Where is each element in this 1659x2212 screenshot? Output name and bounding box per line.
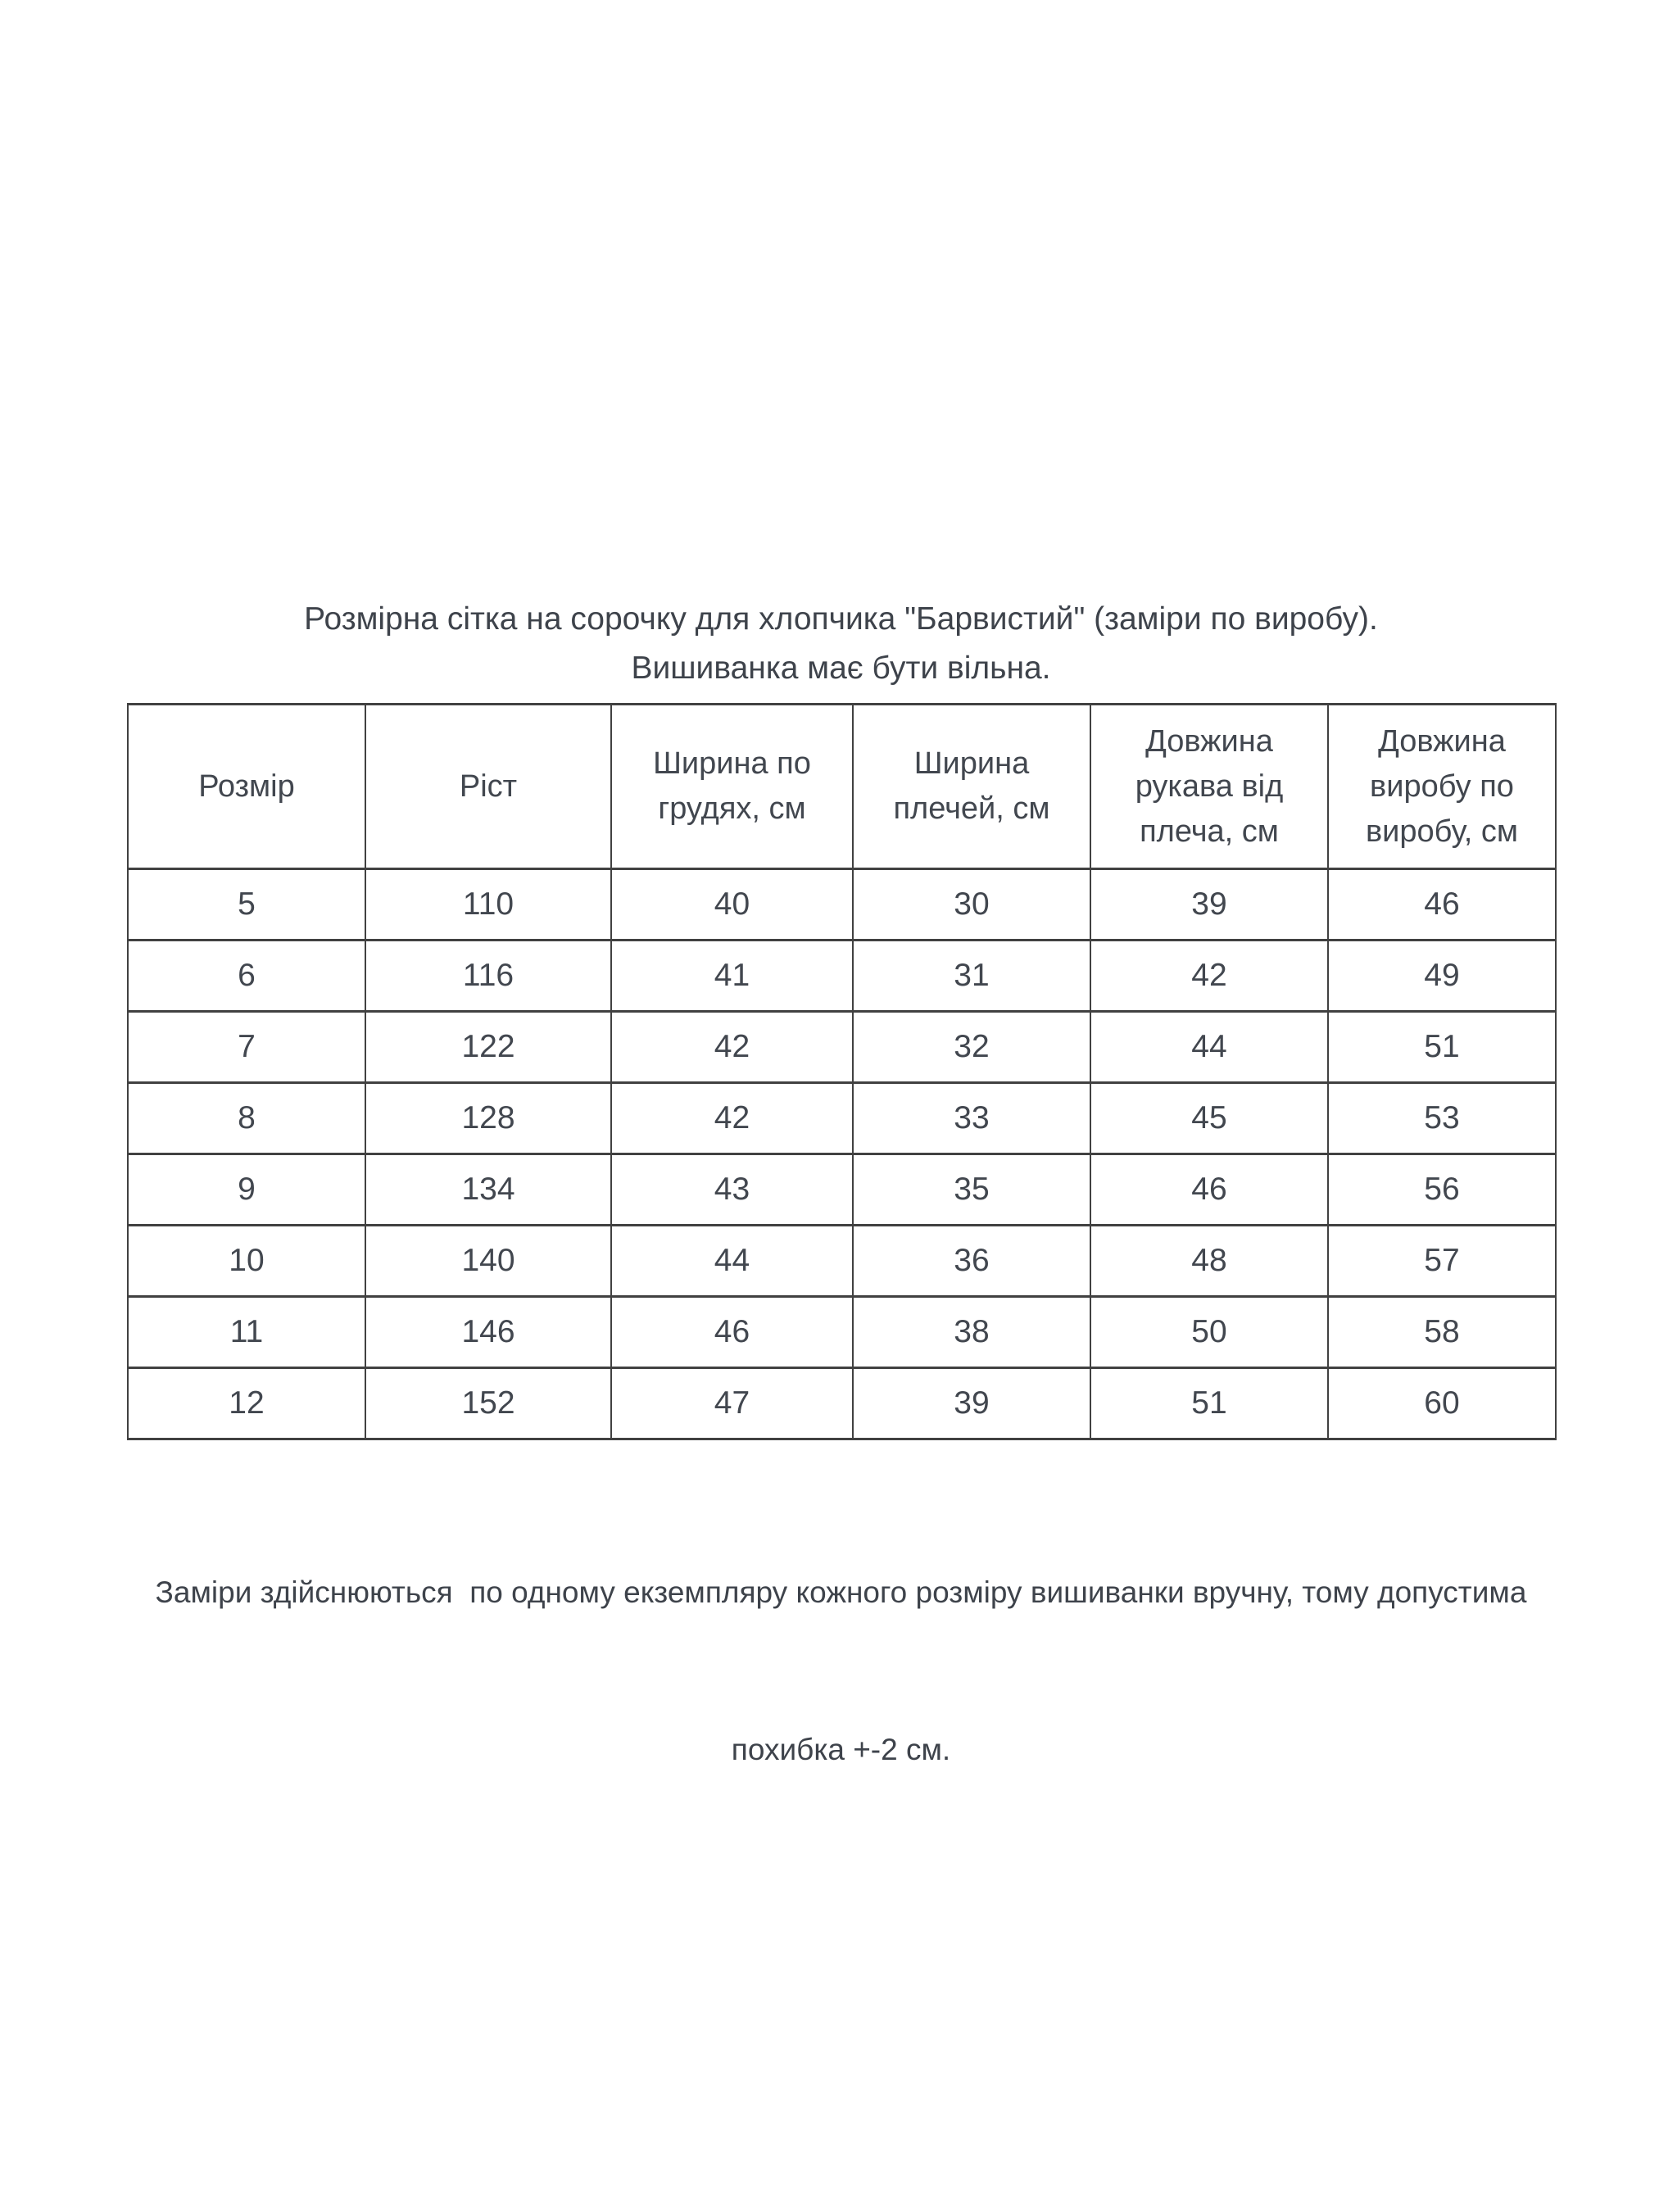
table-row xyxy=(128,1083,1556,1154)
table-header-row xyxy=(128,705,1556,869)
table-cell: 39 xyxy=(1090,869,1328,941)
column-header-size: Розмір xyxy=(128,705,365,869)
table-cell: 122 xyxy=(365,1012,611,1083)
table-cell: 36 xyxy=(853,1226,1090,1297)
size-table xyxy=(127,703,1557,1440)
title-line-2: Вишиванка має бути вільна. xyxy=(631,650,1051,686)
table-cell: 44 xyxy=(1090,1012,1328,1083)
table-cell: 5 xyxy=(128,869,365,941)
table-cell: 51 xyxy=(1328,1012,1556,1083)
table-row xyxy=(128,941,1556,1012)
footer-line-2: похибка +-2 см. xyxy=(731,1733,951,1766)
table-cell: 42 xyxy=(611,1083,853,1154)
table-cell: 43 xyxy=(611,1154,853,1226)
table-row xyxy=(128,1226,1556,1297)
table-cell: 9 xyxy=(128,1154,365,1226)
table-cell: 49 xyxy=(1328,941,1556,1012)
table-cell: 39 xyxy=(853,1368,1090,1439)
table-cell: 35 xyxy=(853,1154,1090,1226)
table-cell: 47 xyxy=(611,1368,853,1439)
table-cell: 146 xyxy=(365,1297,611,1368)
column-header-height: Ріст xyxy=(365,705,611,869)
table-cell: 31 xyxy=(853,941,1090,1012)
table-cell: 46 xyxy=(1090,1154,1328,1226)
column-header-item-length: Довжина виробу по виробу, см xyxy=(1328,705,1556,869)
table-cell: 40 xyxy=(611,869,853,941)
column-header-sleeve-length: Довжина рукава від плеча, см xyxy=(1090,705,1328,869)
table-cell: 128 xyxy=(365,1083,611,1154)
table-cell: 50 xyxy=(1090,1297,1328,1368)
title-line-1: Розмірна сітка на сорочку для хлопчика "Барвистий" (заміри по виробу). xyxy=(304,601,1378,637)
column-header-shoulder-width: Ширина плечей, см xyxy=(853,705,1090,869)
table-cell: 110 xyxy=(365,869,611,941)
table-cell: 42 xyxy=(611,1012,853,1083)
table-cell: 42 xyxy=(1090,941,1328,1012)
table-cell: 38 xyxy=(853,1297,1090,1368)
table-cell: 53 xyxy=(1328,1083,1556,1154)
footer-note xyxy=(127,1462,1555,1881)
page xyxy=(127,0,1555,1881)
table-cell: 51 xyxy=(1090,1368,1328,1439)
table-cell: 56 xyxy=(1328,1154,1556,1226)
table-cell: 46 xyxy=(611,1297,853,1368)
table-row xyxy=(128,1368,1556,1439)
table-cell: 140 xyxy=(365,1226,611,1297)
footer-line-1: Заміри здійснюються по одному екземпляру кожного розміру вишиванки вручну, тому допустима xyxy=(155,1575,1527,1609)
page-title xyxy=(127,595,1555,693)
table-row xyxy=(128,1154,1556,1226)
table-cell: 12 xyxy=(128,1368,365,1439)
table-row xyxy=(128,1297,1556,1368)
table-cell: 33 xyxy=(853,1083,1090,1154)
table-cell: 32 xyxy=(853,1012,1090,1083)
table-cell: 116 xyxy=(365,941,611,1012)
table-cell: 30 xyxy=(853,869,1090,941)
table-cell: 6 xyxy=(128,941,365,1012)
table-cell: 134 xyxy=(365,1154,611,1226)
table-cell: 152 xyxy=(365,1368,611,1439)
table-cell: 10 xyxy=(128,1226,365,1297)
table-cell: 7 xyxy=(128,1012,365,1083)
table-cell: 41 xyxy=(611,941,853,1012)
column-header-chest-width: Ширина по грудях, см xyxy=(611,705,853,869)
table-cell: 58 xyxy=(1328,1297,1556,1368)
table-cell: 45 xyxy=(1090,1083,1328,1154)
table-cell: 46 xyxy=(1328,869,1556,941)
table-cell: 60 xyxy=(1328,1368,1556,1439)
table-cell: 11 xyxy=(128,1297,365,1368)
table-cell: 8 xyxy=(128,1083,365,1154)
table-row xyxy=(128,1012,1556,1083)
size-table-body xyxy=(128,869,1556,1439)
table-row xyxy=(128,869,1556,941)
table-cell: 48 xyxy=(1090,1226,1328,1297)
table-cell: 44 xyxy=(611,1226,853,1297)
table-cell: 57 xyxy=(1328,1226,1556,1297)
